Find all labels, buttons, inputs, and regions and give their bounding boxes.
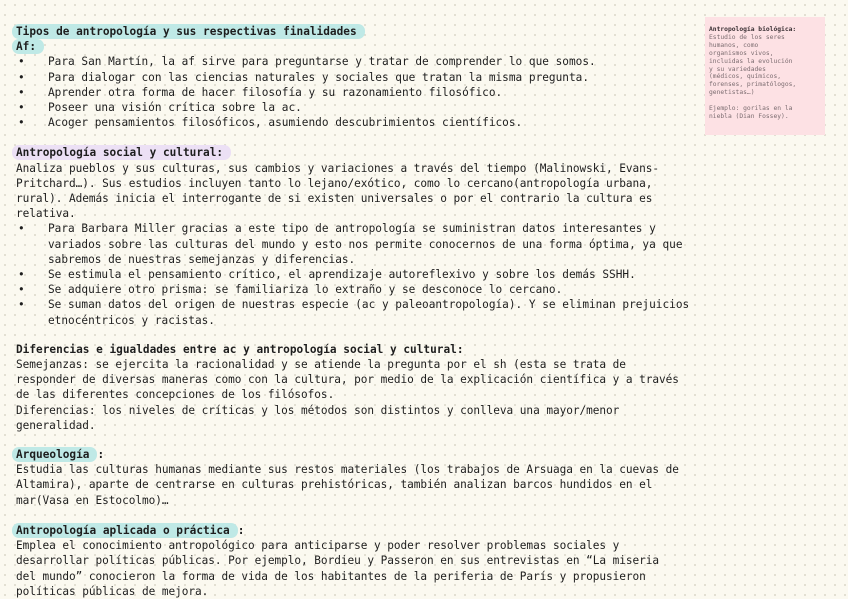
note-line: y su variedades [709, 65, 766, 73]
list-item-text: Para Barbara Miller gracias a este tipo de antropología se suministran datos interesantes y [48, 222, 656, 236]
list-item-text: Para San Martín, la af sirve para preguntarse y tratar de comprender lo que somos. [48, 55, 596, 69]
af-heading [16, 39, 816, 54]
heading-colon: : [237, 523, 245, 537]
note-line: Ejemplo: gorilas en la [709, 105, 793, 113]
archaeology-heading-text: Arqueología [12, 447, 97, 462]
list-item-text: variados sobre las culturas del mundo y esto nos permite conocernos de una forma óptima, ya que [48, 237, 683, 251]
social-heading-text: Antropología social y cultural: [12, 145, 231, 160]
paragraph-line: relativa. [16, 207, 76, 221]
list-item [16, 221, 816, 267]
list-item-text: etnocéntricos y racistas. [48, 313, 215, 327]
bullet-icon: • [18, 85, 25, 99]
af-heading-text: Af: [12, 39, 44, 54]
list-item [16, 282, 816, 297]
list-item-text: Se estimula el pensamiento crítico, el aprendizaje autoreflexivo y sobre los demás SSHH. [48, 268, 636, 282]
list-item-text: sabremos de nuestras semejanzas y diferencias. [48, 252, 356, 266]
list-item-text: Aprender otra forma de hacer filosofía y su razonamiento filosófico. [48, 85, 503, 99]
list-item [16, 85, 816, 100]
note-line: incluidas la evolución [709, 57, 793, 65]
list-item [16, 267, 816, 282]
paragraph-line: Altamira), aparte de centrarse en culturas prehistóricas, también analizan barcos hundidos en el [16, 478, 653, 492]
social-cultural-section [16, 145, 816, 327]
differences-section [16, 342, 816, 433]
bullet-icon: • [18, 55, 25, 69]
bullet-icon: • [18, 70, 25, 84]
list-item-text: Para dialogar con las ciencias naturales y sociales que tratan la misma pregunta. [48, 70, 589, 84]
bullet-icon: • [18, 101, 25, 115]
list-item-text: Se adquiere otro prisma: se familiariza lo extraño y se desconoce lo cercano. [48, 283, 563, 297]
paragraph-line: de las diferentes concepciones de los filósofos. [16, 388, 335, 402]
note-line: organismos vivos, [709, 49, 774, 57]
list-item-text: Poseer una visión crítica sobre la ac. [48, 101, 302, 115]
note-line: humanos, como [709, 41, 759, 49]
note-line: (médicos, químicos, [709, 73, 782, 81]
paragraph-line: generalidad. [16, 418, 96, 432]
bullet-icon: • [18, 283, 25, 297]
paragraph-line: políticas públicas de mejora. [16, 584, 209, 598]
applied-section [16, 523, 816, 599]
paragraph-line: Estudia las culturas humanas mediante sus restos materiales (los trabajos de Arsuaga en la cuevas de [16, 463, 679, 477]
archaeology-heading [16, 447, 816, 462]
social-heading [16, 145, 816, 160]
note-line: Estudio de los seres [709, 33, 785, 41]
archaeology-section [16, 447, 816, 508]
applied-heading-text: Antropología aplicada o práctica [12, 523, 238, 538]
note-line: forenses, primatólogos, [709, 81, 797, 89]
paragraph-line: del mundo” conocieron la forma de vida de los habitantes de la periferia de París y propusieron [16, 569, 646, 583]
paragraph-line: Emplea el conocimiento antropológico para anticiparse y poder resolver problemas sociales y [16, 539, 620, 553]
paragraph-line: Semejanzas: se ejercita la racionalidad y se atiende la pregunta por el sh (esta se trata de [16, 358, 626, 372]
list-item [16, 297, 816, 327]
differences-heading: Diferencias e igualdades entre ac y antropología social y cultural: [16, 342, 464, 356]
heading-colon: : [97, 448, 105, 462]
main-title [16, 24, 816, 39]
list-item [16, 70, 816, 85]
paragraph-line: desarrollar políticas públicas. Por ejemplo, Bordieu y Passeron en sus entrevistas en “La miseria [16, 554, 660, 568]
paragraph-line: Pritchard…). Sus estudios incluyen tanto lo lejano/exótico, como lo cercano(antropología urbana, [16, 176, 653, 190]
list-item [16, 54, 816, 69]
list-item [16, 115, 816, 130]
note-title: Antropología biológica: [709, 26, 797, 33]
main-title-text: Tipos de antropología y sus respectivas finalidades [12, 24, 365, 39]
list-item-text: Acoger pensamientos filosóficos, asumiendo descubrimientos científicos. [48, 116, 523, 130]
document-page [16, 24, 816, 599]
paragraph-line: responder de diversas maneras como con la cultura, por medio de la explicación científica y a través [16, 373, 679, 387]
bullet-icon: • [18, 298, 25, 312]
paragraph-line: Analiza pueblos y sus culturas, sus cambios y variaciones a través del tiempo (Malinowski, Evans- [16, 161, 660, 175]
bullet-icon: • [18, 268, 25, 282]
af-section [16, 39, 816, 130]
note-line: niebla (Dian Fossey). [709, 113, 789, 121]
list-item-text: Se suman datos del origen de nuestras especie (ac y paleoantropología). Y se eliminan prejuicios [48, 298, 690, 312]
bullet-icon: • [18, 222, 25, 236]
paragraph-line: Diferencias: los niveles de críticas y los métodos son distintos y conlleva una mayor/menor [16, 403, 620, 417]
note-line: genetistas…) [709, 89, 755, 97]
social-bullet-list [16, 221, 816, 327]
af-bullet-list [16, 54, 816, 130]
paragraph-line: mar(Vasa en Estocolmo)… [16, 493, 169, 507]
list-item [16, 100, 816, 115]
paragraph-line: rural). Además inicia el interrogante de si existen universales o por el contrario la cultura es [16, 192, 653, 206]
bullet-icon: • [18, 116, 25, 130]
applied-heading [16, 523, 816, 538]
